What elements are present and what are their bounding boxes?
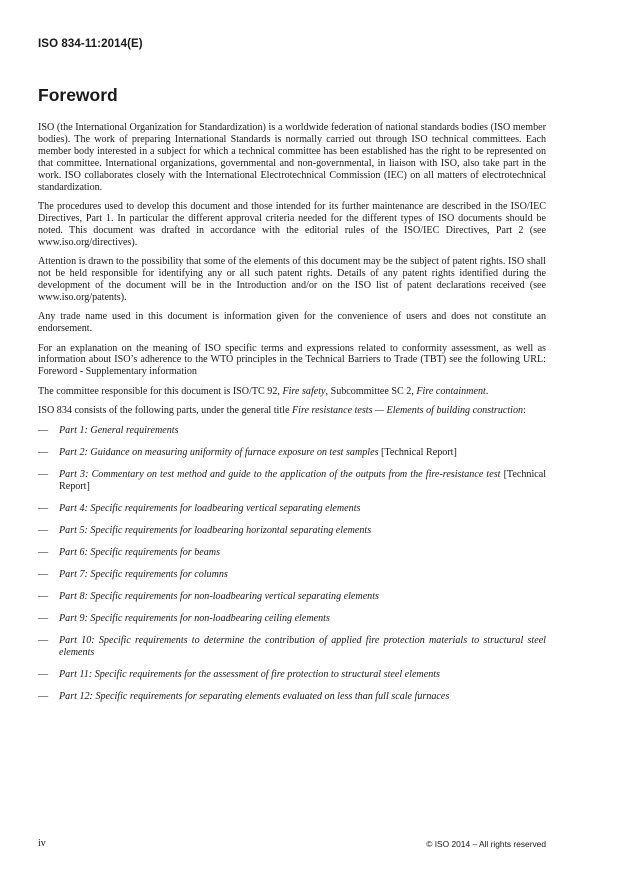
- list-dash: —: [38, 569, 49, 580]
- part-title: Part 8: Specific requirements for non-loadbearing vertical separating elements: [59, 591, 379, 603]
- list-dash: —: [38, 524, 49, 536]
- list-item: [38, 635, 546, 659]
- committee-end: .: [485, 385, 489, 397]
- general-title: Fire resistance tests — Elements of building construction: [291, 405, 524, 417]
- list-item: [38, 503, 546, 515]
- list-dash: —: [38, 635, 49, 647]
- list-item: [38, 425, 546, 437]
- parts-intro-end: :: [523, 405, 526, 417]
- list-dash: —: [38, 669, 49, 681]
- page-number: iv: [38, 838, 46, 849]
- part-title: Part 6: Specific requirements for beams: [59, 546, 221, 558]
- part-title: Part 2: Guidance on measuring uniformity of furnace exposure on test samples: [59, 446, 379, 458]
- list-item: [38, 613, 546, 625]
- part-title: Part 5: Specific requirements for loadbearing horizontal separating elements: [59, 524, 372, 536]
- part-note: [Technical Report]: [59, 468, 547, 492]
- list-item: [38, 447, 546, 459]
- list-item: [38, 669, 546, 681]
- part-title: Part 11: Specific requirements for the assessment of fire protection to structural steel elements: [59, 669, 440, 681]
- part-title: Part 1: General requirements: [59, 424, 179, 436]
- parts-list: [38, 425, 546, 704]
- list-item: [38, 547, 546, 559]
- list-item: [38, 691, 546, 703]
- committee-name: Fire safety: [282, 385, 326, 397]
- list-item: [38, 569, 546, 581]
- paragraph-trade-name: Any trade name used in this document is information given for the convenience of users and does not constitute an endorsement.: [38, 311, 546, 335]
- list-dash: —: [38, 502, 49, 514]
- list-dash: —: [38, 691, 49, 703]
- list-dash: —: [38, 613, 49, 625]
- document-id: ISO 834-11:2014(E): [38, 38, 143, 50]
- list-dash: —: [38, 424, 49, 436]
- paragraph-patents: Attention is drawn to the possibility that some of the elements of this document may be the subject of patent rights. ISO shall not be held responsible for identifying any or all such patent rights. Details of any patent rights identified during the development of the document will be in the Introduction and/or on the ISO list of patent declarations received (see www.iso.org/patents).: [38, 256, 546, 303]
- list-item: [38, 469, 546, 493]
- list-dash: —: [38, 446, 49, 458]
- paragraph-procedures: The procedures used to develop this document and those intended for its further maintenance are described in the ISO/IEC Directives, Part 1. In particular the different approval criteria needed for the different types of ISO documents should be noted. This document was drafted in accordance with the editorial rules of the ISO/IEC Directives, Part 2 (see www.iso.org/directives).: [38, 200, 546, 248]
- foreword-body: [38, 122, 546, 713]
- list-item: [38, 591, 546, 603]
- part-note: [Technical Report]: [378, 446, 457, 458]
- list-dash: —: [38, 546, 49, 558]
- part-title: Part 12: Specific requirements for separating elements evaluated on less than full scale furnaces: [59, 691, 450, 703]
- subcommittee-name: Fire containment: [416, 385, 486, 397]
- part-title: Part 7: Specific requirements for columns: [59, 569, 228, 580]
- part-title: Part 4: Specific requirements for loadbearing vertical separating elements: [59, 502, 361, 514]
- committee-text: The committee responsible for this document is ISO/TC 92,: [38, 385, 283, 397]
- list-item: [38, 525, 546, 537]
- page-title: Foreword: [38, 85, 118, 105]
- paragraph-parts-intro: [38, 405, 546, 417]
- part-title: Part 10: Specific requirements to determine the contribution of applied fire protection materials to structural steel elements: [59, 635, 546, 659]
- subcommittee-text: , Subcommittee SC 2,: [325, 385, 417, 397]
- parts-intro-text: ISO 834 consists of the following parts, under the general title: [38, 405, 292, 417]
- paragraph-conformity: For an explanation on the meaning of ISO specific terms and expressions related to conformity assessment, as well as information about ISO’s adherence to the WTO principles in the Technical Barriers to Trade (TBT) see the following URL: Foreword - Supplementary information: [38, 342, 546, 378]
- paragraph-committee: [38, 386, 546, 398]
- copyright-notice: © ISO 2014 – All rights reserved: [426, 839, 546, 849]
- part-title: Part 9: Specific requirements for non-loadbearing ceiling elements: [59, 613, 330, 625]
- list-dash: —: [38, 591, 49, 603]
- list-dash: —: [38, 468, 49, 480]
- paragraph-iso-intro: ISO (the International Organization for Standardization) is a worldwide federation of national standards bodies (ISO member bodies). The work of preparing International Standards is normally carried out through ISO technical committees. Each member body interested in a subject for which a technical committee has been established has the right to be represented on that committee. International organizations, governmental and non-governmental, in liaison with ISO, also take part in the work. ISO collaborates closely with the International Electrotechnical Commission (IEC) on all matters of electrotechnical standardization.: [38, 122, 546, 193]
- part-title: Part 3: Commentary on test method and guide to the application of the outputs from the fire-resistance test: [59, 468, 501, 480]
